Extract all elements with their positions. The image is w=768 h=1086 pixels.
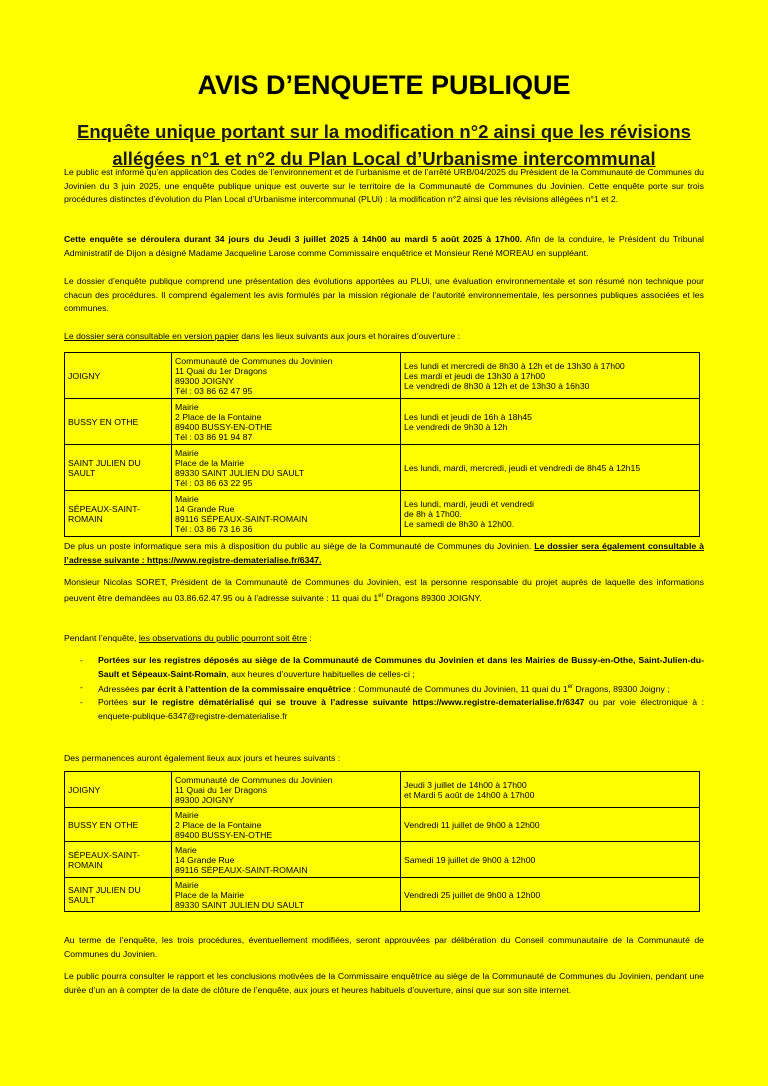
- address-line: 89400 BUSSY-EN-OTHE: [175, 421, 273, 432]
- table-row: [65, 772, 700, 808]
- obs-bold: Portées sur les registres déposés au siège de la Communauté de Communes du Jovinien et dans les Mairies de Bussy-en-Othe, Saint-Julien-du-Sault et Sépeaux-Saint-Romain: [98, 655, 704, 679]
- hours-line: Les lundi et mercredi de 8h30 à 12h et de 13h30 à 17h00: [404, 360, 625, 371]
- address-line: Mairie: [175, 447, 199, 458]
- table-row: [65, 808, 700, 842]
- commune-cell: [65, 399, 172, 445]
- hours-line: Les lundi, mardi, jeudi et vendredi: [404, 498, 534, 509]
- date-line: Samedi 19 juillet de 9h00 à 12h00: [404, 854, 536, 865]
- dates-cell: [401, 808, 700, 842]
- obs-sup: er: [567, 684, 574, 690]
- address-line: 89300 JOIGNY: [175, 375, 234, 386]
- hours-line: Les lundi, mardi, mercredi, jeudi et vendredi de 8h45 à 12h15: [404, 462, 641, 473]
- table-row: [65, 353, 700, 399]
- hours-line: Le vendredi de 9h30 à 12h: [404, 421, 508, 432]
- obs-bold: par écrit à l’attention de la commissaire enquêtrice: [141, 683, 352, 694]
- hours-line: de 8h à 17h00.: [404, 508, 462, 519]
- poste-text: De plus un poste informatique sera mis à disposition du public au siège de la Communauté de Communes du Jovinien.: [64, 541, 535, 551]
- dates-cell: [401, 878, 700, 912]
- address-line: 2 Place de la Fontaine: [175, 411, 262, 422]
- list-item: [64, 654, 704, 681]
- consult-paragraph: [64, 330, 704, 344]
- address-line: 11 Quai du 1er Dragons: [175, 365, 268, 376]
- commune-name: SÉPEAUX-SAINT-ROMAIN: [68, 503, 140, 524]
- date-line: et Mardi 5 août de 14h00 à 17h00: [404, 789, 535, 800]
- obs-pre: Adressées: [98, 683, 142, 694]
- address-line: Communauté de Communes du Jovinien: [175, 774, 333, 785]
- poste-paragraph: [64, 540, 704, 567]
- obs-rest: ou par voie électronique à : enquete-publique-6347@registre-dematerialise.fr: [98, 697, 705, 721]
- commune-name: BUSSY EN OTHE: [68, 819, 139, 830]
- registre-link[interactable]: Le dossier sera également consultable à l’adresse suivante : https://www.registre-dematerialise.fr/6347.: [64, 541, 704, 565]
- permanences-table: [64, 771, 700, 912]
- address-line: Tél : 03 86 73 16 36: [175, 523, 253, 534]
- commune-name: SAINT JULIEN DU SAULT: [68, 884, 141, 905]
- conclusion-paragraph-1: Au terme de l’enquête, les trois procédures, éventuellement modifiées, seront approuvées par délibération du Conseil communautaire de la Communauté de Communes du Jovinien.: [64, 935, 704, 959]
- address-cell: [172, 808, 401, 842]
- address-line: Place de la Mairie: [175, 889, 245, 900]
- address-line: Marie: [175, 844, 197, 855]
- consult-rest: dans les lieux suivants aux jours et horaires d’ouverture :: [238, 331, 460, 341]
- duration-rest: Afin de la conduire, le Président du Tribunal Administratif de Dijon a désigné Madame Jacqueline Larose comme Commissaire enquêtrice et Monsieur René MOREAU en suppléant.: [64, 234, 704, 258]
- address-line: Tél : 03 86 62 47 95: [175, 385, 253, 396]
- commune-name: JOIGNY: [68, 784, 101, 795]
- address-cell: [172, 878, 401, 912]
- commune-cell: [65, 445, 172, 491]
- list-dash: -: [80, 697, 83, 708]
- obs-rest: , aux heures d’ouverture habituelles de celles-ci ;: [226, 668, 415, 679]
- responsible-after: Dragons 89300 JOIGNY.: [383, 592, 482, 603]
- address-line: Mairie: [175, 879, 199, 890]
- commune-cell: [65, 491, 172, 537]
- address-line: 2 Place de la Fontaine: [175, 819, 262, 830]
- address-cell: [172, 399, 401, 445]
- duration-paragraph: [64, 233, 704, 260]
- address-line: Mairie: [175, 493, 199, 504]
- obs-bold: sur le registre dématérialisé qui se trouve à l’adresse suivante https://www.registre-dematerialise.fr/6347: [132, 697, 585, 708]
- address-line: 14 Grande Rue: [175, 854, 235, 865]
- list-item: [64, 696, 704, 723]
- responsible-paragraph: [64, 576, 704, 605]
- address-cell: [172, 772, 401, 808]
- dates-cell: [401, 772, 700, 808]
- consult-underlined: Le dossier sera consultable en version papier: [64, 331, 239, 341]
- address-line: 11 Quai du 1er Dragons: [175, 784, 268, 795]
- address-line: 14 Grande Rue: [175, 503, 235, 514]
- address-line: 89330 SAINT JULIEN DU SAULT: [175, 467, 305, 478]
- table-row: [65, 878, 700, 912]
- duration-bold: Cette enquête se déroulera durant 34 jours du Jeudi 3 juillet 2025 à 14h00 au mardi 5 août 2025 à 17h00.: [64, 234, 523, 244]
- page-title: AVIS D’ENQUETE PUBLIQUE: [197, 70, 571, 100]
- hours-line: Les mardi et jeudi de 13h30 à 17h00: [404, 370, 546, 381]
- commune-name: JOIGNY: [68, 370, 101, 381]
- hours-cell: [401, 353, 700, 399]
- address-line: Tél : 03 86 91 94 87: [175, 431, 253, 442]
- address-line: Communauté de Communes du Jovinien: [175, 355, 333, 366]
- obs-pre: Portées: [98, 697, 133, 708]
- hours-line: Le vendredi de 8h30 à 12h et de 13h30 à 16h30: [404, 380, 590, 391]
- hours-cell: [401, 491, 700, 537]
- hours-cell: [401, 445, 700, 491]
- commune-cell: [65, 878, 172, 912]
- address-line: Mairie: [175, 401, 199, 412]
- permanences-intro: Des permanences auront également lieux aux jours et heures suivants :: [64, 753, 341, 763]
- table-row: [65, 399, 700, 445]
- date-line: Vendredi 11 juillet de 9h00 à 12h00: [404, 819, 540, 830]
- page-subtitle: Enquête unique portant sur la modification n°2 ainsi que les révisions allégées n°1 et n°2 du Plan Local d’Urbanisme intercommunal: [77, 121, 691, 169]
- commune-name: SÉPEAUX-SAINT-ROMAIN: [68, 849, 140, 870]
- table-row: [65, 445, 700, 491]
- observations-intro: [64, 632, 704, 646]
- address-line: 89116 SÉPEAUX-SAINT-ROMAIN: [175, 513, 308, 524]
- list-dash: -: [80, 682, 83, 692]
- address-cell: [172, 842, 401, 878]
- commune-name: BUSSY EN OTHE: [68, 416, 139, 427]
- address-cell: [172, 491, 401, 537]
- observations-list: [64, 654, 704, 723]
- obs-intro-text: Pendant l’enquête,: [64, 633, 139, 643]
- address-cell: [172, 353, 401, 399]
- obs-intro-underlined: les observations du public pourront soit être: [138, 633, 307, 643]
- date-line: Jeudi 3 juillet de 14h00 à 17h00: [404, 779, 527, 790]
- table-row: [65, 842, 700, 878]
- address-line: 89330 SAINT JULIEN DU SAULT: [175, 899, 305, 910]
- date-line: Vendredi 25 juillet de 9h00 à 12h00: [404, 889, 541, 900]
- address-line: Place de la Mairie: [175, 457, 245, 468]
- responsible-sup: er: [378, 592, 384, 599]
- intro-paragraph: Le public est informé qu’en application des Codes de l’environnement et de l’urbanisme et de l’arrêté URB/04/2025 du Président de la Communauté de Communes du Jovinien du 3 juin 2025, une enquête publique unique est ouverte sur le territoire de la Communauté de Communes du Jovinien. Cette enquête porte sur trois procédures distinctes d’évolution du Plan Local d’Urbanisme intercommunal (PLUi) : la modification n°2 ainsi que les révisions allégées n°1 et 2.: [64, 167, 704, 204]
- commune-name: SAINT JULIEN DU SAULT: [68, 457, 141, 478]
- list-item: [64, 681, 704, 696]
- obs-rest: : Communauté de Communes du Jovinien, 11 quai du 1: [351, 683, 568, 694]
- responsible-before: Monsieur Nicolas SORET, Président de la Communauté de Communes du Jovinien, est la personne responsable du projet auprès de laquelle des informations peuvent être demandées au 03.86.62.47.95 ou à l’adresse suivante : 11 quai du 1: [64, 577, 704, 603]
- locations-table: [64, 352, 700, 537]
- address-line: 89400 BUSSY-EN-OTHE: [175, 829, 273, 840]
- address-line: Tél : 03 86 63 22 95: [175, 477, 253, 488]
- commune-cell: [65, 772, 172, 808]
- commune-cell: [65, 808, 172, 842]
- hours-line: Les lundi et jeudi de 16h à 18h45: [404, 411, 533, 422]
- address-line: 89116 SÉPEAUX-SAINT-ROMAIN: [175, 864, 308, 875]
- address-line: 89300 JOIGNY: [175, 794, 234, 805]
- dates-cell: [401, 842, 700, 878]
- dossier-paragraph: Le dossier d’enquête publique comprend une présentation des évolutions apportées au PLUi, une évaluation environnementale et son résumé non technique pour chacun des procédures. Il comprend également les avis formulés par la mission régionale de l’autorité environnementale, les personnes publiques associées et les communes.: [64, 276, 704, 313]
- hours-line: Le samedi de 8h30 à 12h00.: [404, 518, 515, 529]
- list-dash: -: [80, 655, 83, 665]
- hours-cell: [401, 399, 700, 445]
- obs-rest2: Dragons, 89300 Joigny ;: [573, 683, 670, 694]
- address-cell: [172, 445, 401, 491]
- commune-cell: [65, 353, 172, 399]
- obs-intro-end: :: [306, 633, 312, 643]
- table-row: [65, 491, 700, 537]
- conclusion-paragraph-2: Le public pourra consulter le rapport et les conclusions motivées de la Commissaire enquêtrice au siège de la Communauté de Communes du Jovinien, pendant une durée d’un an à compter de la date de clôture de l’enquête, aux jours et heures habituels d’ouverture, ainsi que sur son site internet.: [64, 971, 704, 995]
- address-line: Mairie: [175, 809, 199, 820]
- commune-cell: [65, 842, 172, 878]
